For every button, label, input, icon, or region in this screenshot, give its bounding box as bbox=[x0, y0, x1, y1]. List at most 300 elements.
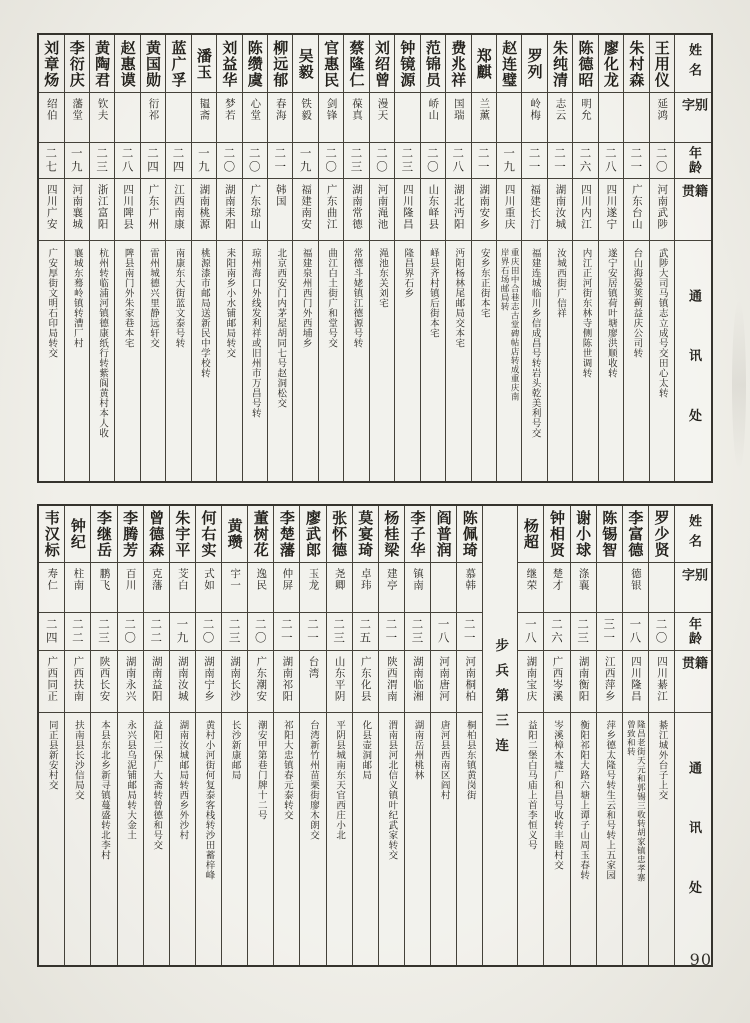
person-alias-cell bbox=[649, 563, 674, 613]
person-alias-cell bbox=[144, 563, 169, 613]
person-alias: 宇一 bbox=[229, 568, 242, 591]
person-name: 陈佩琦 bbox=[460, 510, 479, 558]
person-alias: 延鸿 bbox=[656, 98, 669, 121]
person-name: 莫宴琦 bbox=[356, 510, 375, 558]
person-contact: 内江正河街东林寺侧陈世调转 bbox=[580, 248, 592, 378]
person-origin-cell bbox=[421, 179, 445, 241]
person-age-cell bbox=[222, 613, 247, 651]
section-label: 步兵第三连 bbox=[492, 638, 509, 763]
person-age-cell bbox=[599, 143, 623, 179]
person-contact-cell bbox=[623, 713, 648, 965]
person-age-cell bbox=[650, 143, 674, 179]
person-contact-cell bbox=[141, 241, 165, 481]
person-alias: 建亭 bbox=[385, 568, 398, 591]
person-alias-cell bbox=[91, 563, 116, 613]
person-age: 二四 bbox=[171, 147, 186, 174]
person-alias-cell bbox=[472, 93, 496, 143]
person-name: 李腾芳 bbox=[121, 510, 140, 558]
person-alias: 春海 bbox=[274, 98, 287, 121]
person-alias-cell bbox=[217, 93, 241, 143]
person-age: 二三 bbox=[227, 618, 242, 645]
person-age: 二〇 bbox=[123, 618, 138, 645]
person-age: 一八 bbox=[523, 618, 538, 645]
person-column bbox=[195, 506, 221, 965]
person-name-cell bbox=[548, 35, 572, 93]
person-age: 一八 bbox=[628, 618, 643, 645]
person-column bbox=[572, 35, 597, 481]
person-alias-cell bbox=[344, 93, 368, 143]
person-column bbox=[394, 35, 419, 481]
person-name-cell bbox=[319, 35, 343, 93]
person-alias: 涤襄 bbox=[577, 568, 590, 591]
person-alias-cell bbox=[405, 563, 430, 613]
person-contact: 遂宁安居镇荷叶塘廖洪顺收转 bbox=[605, 248, 617, 378]
person-alias-cell bbox=[522, 93, 546, 143]
person-name: 陈德昭 bbox=[576, 39, 595, 88]
person-age-cell bbox=[192, 143, 216, 179]
person-origin: 河南襄城 bbox=[71, 184, 84, 230]
person-name: 陈锡智 bbox=[600, 510, 619, 558]
person-name-cell bbox=[196, 506, 221, 563]
header-alias: 别字 bbox=[675, 563, 711, 613]
header-age: 年龄 bbox=[675, 143, 711, 179]
person-alias: 芠白 bbox=[176, 568, 189, 591]
person-origin: 湖南安乡 bbox=[478, 184, 491, 230]
person-alias-cell bbox=[370, 93, 394, 143]
person-name-cell bbox=[118, 506, 143, 563]
person-name-cell bbox=[243, 35, 267, 93]
person-alias-cell bbox=[319, 93, 343, 143]
person-origin: 湖南桃源 bbox=[198, 184, 211, 230]
person-contact-cell bbox=[649, 713, 674, 965]
person-column bbox=[369, 35, 394, 481]
person-contact-cell bbox=[599, 241, 623, 481]
person-name-cell bbox=[649, 506, 674, 563]
person-alias-cell bbox=[65, 93, 89, 143]
person-column bbox=[39, 506, 64, 965]
person-name: 钟相贤 bbox=[547, 510, 566, 558]
person-alias: 逸民 bbox=[255, 568, 268, 591]
person-age: 二〇 bbox=[654, 618, 669, 645]
person-contact: 湖南汝城邮局转西乡外沙村 bbox=[177, 720, 189, 840]
person-origin-cell bbox=[623, 651, 648, 713]
person-column bbox=[318, 35, 343, 481]
person-origin-cell bbox=[522, 179, 546, 241]
person-column bbox=[343, 35, 368, 481]
person-age: 二〇 bbox=[324, 147, 339, 174]
person-contact-cell bbox=[344, 241, 368, 481]
header-name: 姓名 bbox=[675, 506, 711, 563]
person-origin: 河南渑池 bbox=[376, 184, 389, 230]
person-age: 二〇 bbox=[253, 618, 268, 645]
person-contact-cell bbox=[395, 241, 419, 481]
person-origin-cell bbox=[457, 651, 482, 713]
person-name: 罗少贤 bbox=[652, 510, 671, 558]
person-column bbox=[352, 506, 378, 965]
person-age-cell bbox=[548, 143, 572, 179]
person-contact-cell bbox=[118, 713, 143, 965]
person-origin-cell bbox=[196, 651, 221, 713]
person-origin: 广东琼山 bbox=[249, 184, 262, 230]
person-origin-cell bbox=[544, 651, 569, 713]
person-name: 柳远郁 bbox=[271, 39, 290, 88]
person-origin-cell bbox=[649, 651, 674, 713]
person-name-cell bbox=[141, 35, 165, 93]
person-alias-cell bbox=[196, 563, 221, 613]
person-age-cell bbox=[405, 613, 430, 651]
person-origin: 湖南衡阳 bbox=[577, 656, 590, 702]
person-contact: 武陟大司马镇志立成号交田心太转 bbox=[656, 248, 668, 398]
person-age-cell bbox=[518, 613, 543, 651]
person-origin-cell bbox=[268, 179, 292, 241]
person-alias: 铁毅 bbox=[300, 98, 313, 121]
person-contact: 綦江城外台子上交 bbox=[656, 720, 668, 800]
person-name: 郑麒 bbox=[474, 47, 493, 80]
person-age: 二八 bbox=[451, 147, 466, 174]
person-age-cell bbox=[90, 143, 114, 179]
person-origin-cell bbox=[118, 651, 143, 713]
person-contact: 潮安甲第巷门牌十二号 bbox=[255, 720, 267, 820]
person-column bbox=[191, 35, 216, 481]
person-contact-cell bbox=[319, 241, 343, 481]
person-origin-cell bbox=[379, 651, 404, 713]
person-column bbox=[543, 506, 569, 965]
person-column bbox=[649, 35, 674, 481]
person-name: 王用仪 bbox=[652, 39, 671, 88]
person-alias-cell bbox=[457, 563, 482, 613]
person-contact: 福建连城临川乡信成昌号转岩头乾美利号交 bbox=[529, 248, 541, 438]
person-age-cell bbox=[327, 613, 352, 651]
person-alias-cell bbox=[39, 93, 63, 143]
person-column bbox=[114, 35, 139, 481]
person-name: 罗列 bbox=[525, 47, 544, 80]
person-contact: 隆昌界石乡 bbox=[402, 248, 414, 298]
person-age-cell bbox=[274, 613, 299, 651]
person-name: 陈缵虞 bbox=[245, 39, 264, 88]
person-alias: 漫天 bbox=[376, 98, 389, 121]
person-alias-cell bbox=[431, 563, 456, 613]
person-name: 刘章炀 bbox=[42, 39, 61, 88]
header-name: 姓名 bbox=[675, 35, 711, 93]
person-contact-cell bbox=[573, 241, 597, 481]
person-age: 二二 bbox=[149, 618, 164, 645]
person-origin: 福建长汀 bbox=[529, 184, 542, 230]
person-alias-cell bbox=[166, 93, 190, 143]
person-name-cell bbox=[353, 506, 378, 563]
person-age: 二四 bbox=[146, 147, 161, 174]
person-age: 一九 bbox=[175, 618, 190, 645]
person-alias-cell bbox=[421, 93, 445, 143]
person-alias: 慕韩 bbox=[464, 568, 477, 591]
header-origin: 籍贯 bbox=[675, 651, 711, 713]
person-contact-cell bbox=[650, 241, 674, 481]
person-column bbox=[267, 35, 292, 481]
person-column bbox=[547, 35, 572, 481]
person-alias: 衍祁 bbox=[147, 98, 160, 121]
person-alias: 绍伯 bbox=[45, 98, 58, 121]
person-origin-cell bbox=[624, 179, 648, 241]
person-origin: 湖南宁乡 bbox=[202, 656, 215, 702]
person-name-cell bbox=[623, 506, 648, 563]
person-age-cell bbox=[115, 143, 139, 179]
person-column bbox=[471, 35, 496, 481]
person-name-cell bbox=[395, 35, 419, 93]
person-origin-cell bbox=[166, 179, 190, 241]
person-contact: 北京西安门内茅屋胡同七号赵洞松交 bbox=[275, 248, 287, 408]
person-column bbox=[456, 506, 482, 965]
person-alias-cell bbox=[548, 93, 572, 143]
person-alias: 卓玮 bbox=[359, 568, 372, 591]
person-name: 蓝广孚 bbox=[169, 39, 188, 88]
person-contact: 汝城西街广信祥 bbox=[555, 248, 567, 318]
person-origin: 浙江富阳 bbox=[96, 184, 109, 230]
person-alias: 岭梅 bbox=[529, 98, 542, 121]
person-age: 二一 bbox=[384, 618, 399, 645]
person-name-cell bbox=[457, 506, 482, 563]
person-alias: 国瑞 bbox=[452, 98, 465, 121]
person-alias: 剑锋 bbox=[325, 98, 338, 121]
person-alias-cell bbox=[446, 93, 470, 143]
person-alias-cell bbox=[90, 93, 114, 143]
person-name: 李楚藩 bbox=[277, 510, 296, 558]
person-alias-cell bbox=[192, 93, 216, 143]
person-origin: 江西萍乡 bbox=[603, 656, 616, 702]
person-age: 二〇 bbox=[654, 147, 669, 174]
person-origin-cell bbox=[39, 651, 64, 713]
person-alias: 韫斋 bbox=[198, 98, 211, 121]
person-column bbox=[404, 506, 430, 965]
person-contact-cell bbox=[379, 713, 404, 965]
person-age-cell bbox=[344, 143, 368, 179]
person-origin-cell bbox=[431, 651, 456, 713]
person-column bbox=[273, 506, 299, 965]
person-contact-cell bbox=[327, 713, 352, 965]
person-contact: 益阳二保广大斋转曾德和号交 bbox=[151, 720, 163, 850]
person-name: 刘益华 bbox=[220, 39, 239, 88]
person-origin: 陕西长安 bbox=[98, 656, 111, 702]
person-age: 一九 bbox=[502, 147, 517, 174]
person-name: 钟镜源 bbox=[398, 39, 417, 88]
person-column bbox=[430, 506, 456, 965]
person-contact-cell bbox=[472, 241, 496, 481]
person-alias-cell bbox=[379, 563, 404, 613]
person-age: 二一 bbox=[279, 618, 294, 645]
person-name-cell bbox=[90, 35, 114, 93]
person-alias-cell bbox=[395, 93, 419, 143]
header-alias: 别字 bbox=[675, 93, 711, 143]
person-column bbox=[521, 35, 546, 481]
person-alias: 尧卿 bbox=[333, 568, 346, 591]
person-origin: 湖南常德 bbox=[351, 184, 364, 230]
person-name: 朱宇平 bbox=[173, 510, 192, 558]
person-origin: 广东化县 bbox=[359, 656, 372, 702]
person-contact-cell bbox=[39, 713, 64, 965]
person-name-cell bbox=[370, 35, 394, 93]
person-name-cell bbox=[571, 506, 596, 563]
person-column bbox=[326, 506, 352, 965]
person-name-cell bbox=[222, 506, 247, 563]
person-origin: 陕西渭南 bbox=[385, 656, 398, 702]
person-origin: 广西扶南 bbox=[72, 656, 85, 702]
person-alias: 葆真 bbox=[351, 98, 364, 121]
person-column bbox=[299, 506, 325, 965]
person-column bbox=[64, 506, 90, 965]
person-alias: 心堂 bbox=[249, 98, 262, 121]
person-contact-cell bbox=[497, 241, 521, 481]
person-name: 廖化龙 bbox=[601, 39, 620, 88]
person-contact: 琼州海口外线发利祥或旧州市万昌号转 bbox=[249, 248, 261, 418]
person-alias-cell bbox=[222, 563, 247, 613]
person-column bbox=[169, 506, 195, 965]
person-age: 一九 bbox=[298, 147, 313, 174]
person-name: 吴毅 bbox=[296, 47, 315, 80]
person-age-cell bbox=[522, 143, 546, 179]
person-alias-cell bbox=[518, 563, 543, 613]
person-origin-cell bbox=[274, 651, 299, 713]
person-age: 二〇 bbox=[425, 147, 440, 174]
person-origin: 广东曲江 bbox=[325, 184, 338, 230]
person-name: 潘玉 bbox=[194, 47, 213, 80]
person-column bbox=[140, 35, 165, 481]
person-name: 李子华 bbox=[408, 510, 427, 558]
person-name-cell bbox=[573, 35, 597, 93]
person-origin-cell bbox=[144, 651, 169, 713]
person-origin-cell bbox=[141, 179, 165, 241]
person-age: 二三 bbox=[410, 618, 425, 645]
person-alias-cell bbox=[497, 93, 521, 143]
person-name-cell bbox=[344, 35, 368, 93]
person-contact-cell bbox=[405, 713, 430, 965]
person-age-cell bbox=[457, 613, 482, 651]
person-age-cell bbox=[217, 143, 241, 179]
person-name: 董树花 bbox=[251, 510, 270, 558]
person-contact: 安乡东正街本宅 bbox=[478, 248, 490, 318]
person-origin-cell bbox=[405, 651, 430, 713]
person-contact: 台山海晏荚蓟益庆公司转 bbox=[631, 248, 643, 358]
person-contact: 襄城东蓦岭镇转漕厂村 bbox=[71, 248, 83, 348]
person-alias: 柱南 bbox=[72, 568, 85, 591]
person-contact: 岑溪樟木墟广和昌号收转丰睦村交 bbox=[551, 720, 563, 870]
person-origin: 韩国 bbox=[274, 184, 287, 207]
person-column bbox=[598, 35, 623, 481]
person-age-cell bbox=[248, 613, 273, 651]
person-origin: 河南桐柏 bbox=[464, 656, 477, 702]
person-origin: 四川綦江 bbox=[655, 656, 668, 702]
person-name: 张怀德 bbox=[330, 510, 349, 558]
person-name-cell bbox=[300, 506, 325, 563]
person-column bbox=[420, 35, 445, 481]
person-alias: 梦若 bbox=[223, 98, 236, 121]
person-contact: 永兴县乌泥铺邮局转大金土 bbox=[125, 720, 137, 840]
person-origin: 四川隆昌 bbox=[401, 184, 414, 230]
person-contact: 沔阳杨林尾邮局交本宅 bbox=[453, 248, 465, 348]
person-alias-cell bbox=[243, 93, 267, 143]
person-age: 二三 bbox=[95, 147, 110, 174]
person-column bbox=[596, 506, 622, 965]
person-name: 李衍庆 bbox=[67, 39, 86, 88]
person-age: 二四 bbox=[44, 618, 59, 645]
person-origin: 河南唐河 bbox=[438, 656, 451, 702]
person-name: 官惠民 bbox=[322, 39, 341, 88]
person-age: 二三 bbox=[349, 147, 364, 174]
person-contact-cell bbox=[115, 241, 139, 481]
person-column bbox=[143, 506, 169, 965]
person-alias-cell bbox=[170, 563, 195, 613]
person-alias: 德银 bbox=[629, 568, 642, 591]
person-origin: 山东平阴 bbox=[333, 656, 346, 702]
person-name: 朱村森 bbox=[627, 39, 646, 88]
person-alias-cell bbox=[353, 563, 378, 613]
person-origin-cell bbox=[65, 179, 89, 241]
roster-table-bottom bbox=[37, 504, 713, 967]
person-age: 二一 bbox=[553, 147, 568, 174]
person-age: 二六 bbox=[578, 147, 593, 174]
person-name-cell bbox=[421, 35, 445, 93]
header-contact: 通讯处 bbox=[675, 241, 711, 481]
person-contact: 长沙新康邮局 bbox=[229, 720, 241, 780]
person-age-cell bbox=[497, 143, 521, 179]
person-contact-cell bbox=[196, 713, 221, 965]
person-origin-cell bbox=[497, 179, 521, 241]
section-column bbox=[482, 506, 517, 965]
person-contact: 台湾新竹州苗栗街廖木朗交 bbox=[307, 720, 319, 840]
person-origin-cell bbox=[353, 651, 378, 713]
person-origin-cell bbox=[344, 179, 368, 241]
person-contact: 福建泉州西门外西埔乡 bbox=[300, 248, 312, 348]
person-origin-cell bbox=[319, 179, 343, 241]
person-column bbox=[517, 506, 543, 965]
person-name-cell bbox=[39, 506, 64, 563]
person-alias-cell bbox=[300, 563, 325, 613]
person-age-cell bbox=[243, 143, 267, 179]
person-alias: 藩堂 bbox=[71, 98, 84, 121]
person-column bbox=[165, 35, 190, 481]
person-age-cell bbox=[65, 143, 89, 179]
person-age-cell bbox=[395, 143, 419, 179]
person-column bbox=[117, 506, 143, 965]
person-age-cell bbox=[39, 613, 64, 651]
person-origin: 四川遂宁 bbox=[605, 184, 618, 230]
person-origin-cell bbox=[548, 179, 572, 241]
person-origin: 广东潮安 bbox=[255, 656, 268, 702]
person-origin: 湖南宝庆 bbox=[525, 656, 538, 702]
person-name-cell bbox=[192, 35, 216, 93]
person-age-cell bbox=[472, 143, 496, 179]
person-alias-cell bbox=[274, 563, 299, 613]
person-origin: 湖南祁阳 bbox=[281, 656, 294, 702]
person-origin: 四川内江 bbox=[579, 184, 592, 230]
person-contact: 雷州城德兴里静远轩交 bbox=[148, 248, 160, 348]
person-age: 二三 bbox=[576, 618, 591, 645]
person-age-cell bbox=[300, 613, 325, 651]
person-name: 黄瓒 bbox=[225, 518, 244, 550]
person-contact-cell bbox=[300, 713, 325, 965]
person-origin: 广东台山 bbox=[630, 184, 643, 230]
person-contact-cell bbox=[222, 713, 247, 965]
person-age-cell bbox=[141, 143, 165, 179]
person-age-cell bbox=[571, 613, 596, 651]
person-origin: 四川隆昌 bbox=[629, 656, 642, 702]
person-age: 二七 bbox=[44, 147, 59, 174]
person-age: 二一 bbox=[305, 618, 320, 645]
person-origin: 广西同正 bbox=[46, 656, 59, 702]
person-contact: 化县壶洞邮局 bbox=[360, 720, 372, 780]
person-name-cell bbox=[65, 35, 89, 93]
person-contact: 耒阳南乡小水铺邮局转交 bbox=[224, 248, 236, 358]
person-contact: 益阳二堡白马庙上首李恒义号 bbox=[525, 720, 537, 850]
person-alias-cell bbox=[141, 93, 165, 143]
person-column bbox=[292, 35, 317, 481]
